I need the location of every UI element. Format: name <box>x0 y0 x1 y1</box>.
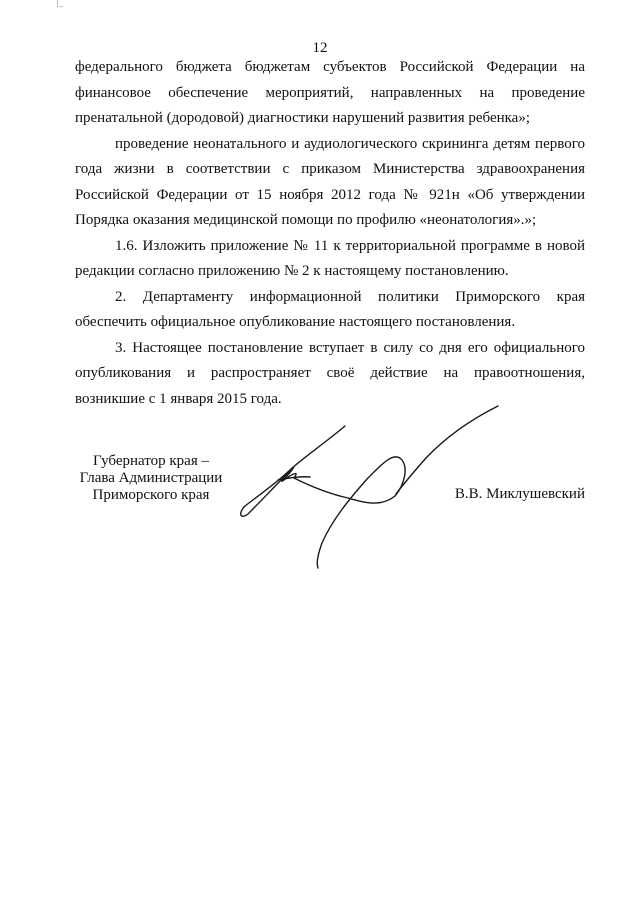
signer-name: В.В. Миклушевский <box>454 486 585 502</box>
paragraph-2: 2. Департаменту информационной политики Приморского края обеспечить официальное опубликование настоящего постановления. <box>75 288 585 330</box>
signatory-line-1: Губернатор края – <box>93 453 209 469</box>
signatory-line-3: Приморского края <box>92 487 210 503</box>
paragraph-continuation: федерального бюджета бюджетам субъектов Российской Федерации на финансовое обеспечение мероприятий, направленных на проведение пренатальной (дородовой) диагностики нарушений развития ребенка»; <box>75 59 585 126</box>
document-body <box>75 55 585 412</box>
paragraph-3: 3. Настоящее постановление вступает в силу со дня его официального опубликования и распространяет своё действие на правоотношения, возникшие с 1 января 2015 года. <box>75 339 585 407</box>
scan-corner-mark <box>57 0 64 7</box>
paragraph-1-6: 1.6. Изложить приложение № 11 к территориальной программе в новой редакции согласно приложению № 2 к настоящему постановлению. <box>75 237 585 279</box>
signatory-title <box>76 453 226 504</box>
signatory-line-2: Глава Администрации <box>79 470 223 486</box>
paragraph-screening: проведение неонатального и аудиологического скрининга детям первого года жизни в соответствии с приказом Министерства здравоохранения Российской Федерации от 15 ноября 2012 года № 921н «Об утверждении Порядка оказания медицинской помощи по профилю «неонатология».»; <box>75 135 585 228</box>
page-number: 12 <box>312 40 328 56</box>
